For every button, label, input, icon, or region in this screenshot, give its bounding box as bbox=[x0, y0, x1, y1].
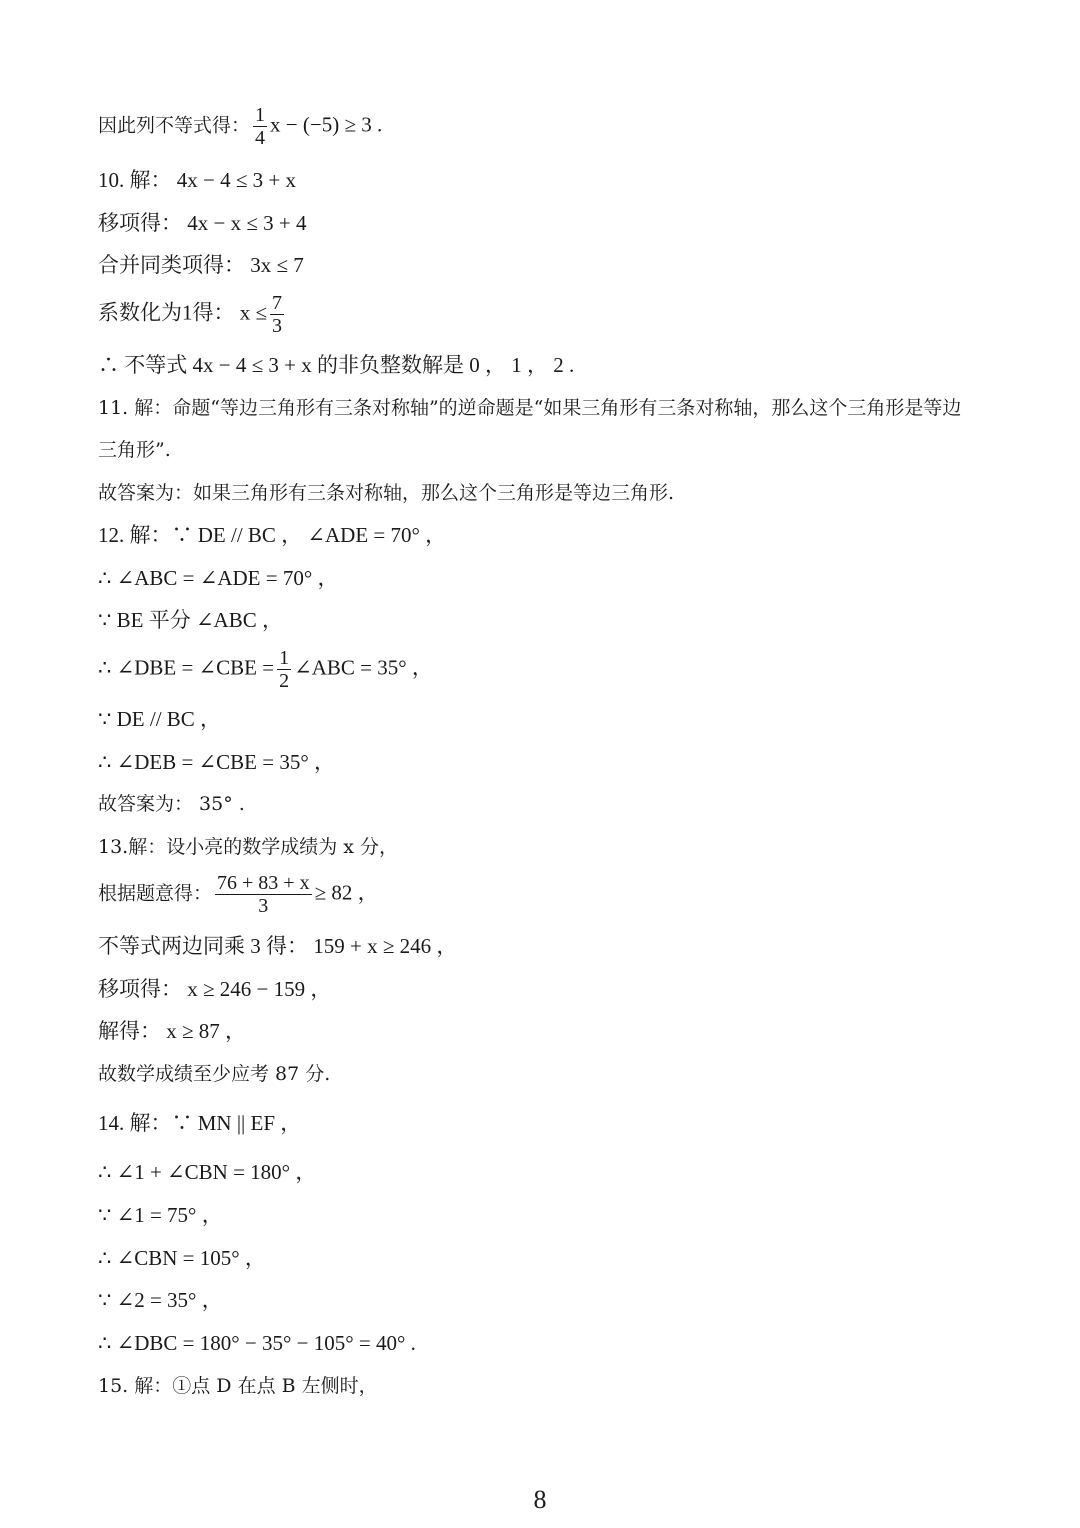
solution-10-step-coefficient bbox=[98, 292, 287, 337]
solution-13-step: 移项得： x ≥ 246 − 159 ， bbox=[98, 977, 332, 1001]
solution-10-conclusion: ∴ 不等式 4x − 4 ≤ 3 + x 的非负整数解是 0 ， 1 ， 2 . bbox=[98, 353, 575, 377]
fraction-denominator: 2 bbox=[279, 670, 290, 692]
solution-11-header: 11. 解：命题“等边三角形有三条对称轴”的逆命题是“如果三角形有三条对称轴，那么这个三角形是等边 bbox=[98, 397, 962, 419]
solution-11-continued: 三角形”. bbox=[98, 439, 171, 461]
solution-11-answer: 故答案为：如果三角形有三条对称轴，那么这个三角形是等边三角形. bbox=[98, 482, 675, 504]
solution-12-step: ∴ ∠DEB = ∠CBE = 35° ， bbox=[98, 750, 335, 774]
line-text: x − (−5) ≥ 3 . bbox=[270, 112, 383, 137]
solution-12-step-half bbox=[98, 647, 433, 692]
fraction-denominator: 3 bbox=[258, 895, 269, 917]
solution-12-answer: 故答案为： 35° . bbox=[98, 793, 245, 815]
line-text: 因此列不等式得： bbox=[98, 114, 251, 137]
solution-14-step: ∵ ∠1 = 75° ， bbox=[98, 1203, 223, 1227]
solution-10-header: 10. 解： 4x − 4 ≤ 3 + x bbox=[98, 168, 296, 192]
solution-15-header: 15. 解：①点 D 在点 B 左侧时， bbox=[98, 1375, 378, 1397]
line-text: 根据题意得： bbox=[98, 882, 213, 905]
solution-14-step: ∵ ∠2 = 35° ， bbox=[98, 1288, 223, 1312]
fraction-seven-thirds bbox=[270, 292, 284, 337]
fraction-denominator: 4 bbox=[255, 127, 266, 149]
fraction-one-half bbox=[277, 647, 291, 692]
solution-line-9-inequality bbox=[98, 104, 382, 149]
fraction-numerator: 1 bbox=[279, 647, 290, 669]
solution-13-equation bbox=[98, 872, 379, 917]
fraction-numerator: 1 bbox=[255, 104, 266, 126]
solution-14-step: ∴ ∠1 + ∠CBN = 180° ， bbox=[98, 1160, 317, 1184]
solution-13-step: 解得： x ≥ 87 ， bbox=[98, 1019, 247, 1043]
solution-12-step: ∵ DE // BC ， bbox=[98, 707, 222, 731]
line-text: 系数化为1得： x ≤ bbox=[98, 300, 268, 325]
solution-13-answer: 故数学成绩至少应考 87 分. bbox=[98, 1063, 331, 1085]
solution-12-step: ∴ ∠ABC = ∠ADE = 70° ， bbox=[98, 566, 339, 590]
line-text: ∴ ∠DBE = ∠CBE = bbox=[98, 655, 275, 680]
fraction-one-quarter bbox=[253, 104, 267, 149]
line-text: ≥ 82 ， bbox=[314, 880, 379, 905]
fraction-numerator: 76 + 83 + x bbox=[217, 872, 310, 894]
page-number: 8 bbox=[533, 1485, 547, 1514]
solution-14-header: 14. 解：∵ MN || EF ， bbox=[98, 1111, 302, 1135]
solution-14-step: ∴ ∠CBN = 105° ， bbox=[98, 1246, 266, 1270]
fraction-numerator: 7 bbox=[272, 292, 283, 314]
solution-14-answer: ∴ ∠DBC = 180° − 35° − 105° = 40° . bbox=[98, 1331, 416, 1355]
fraction-average bbox=[215, 872, 312, 917]
solution-12-header: 12. 解：∵ DE // BC ， ∠ADE = 70° ， bbox=[98, 523, 447, 547]
fraction-denominator: 3 bbox=[272, 315, 283, 337]
solution-13-step: 不等式两边同乘 3 得： 159 + x ≥ 246 ， bbox=[98, 934, 458, 958]
solution-13-header: 13.解：设小亮的数学成绩为 x 分， bbox=[98, 836, 399, 858]
solution-12-step: ∵ BE 平分 ∠ABC ， bbox=[98, 608, 283, 632]
solution-10-step-combine: 合并同类项得： 3x ≤ 7 bbox=[98, 253, 304, 277]
line-text: ∠ABC = 35° ， bbox=[294, 655, 433, 680]
solution-10-step-move: 移项得： 4x − x ≤ 3 + 4 bbox=[98, 211, 307, 235]
